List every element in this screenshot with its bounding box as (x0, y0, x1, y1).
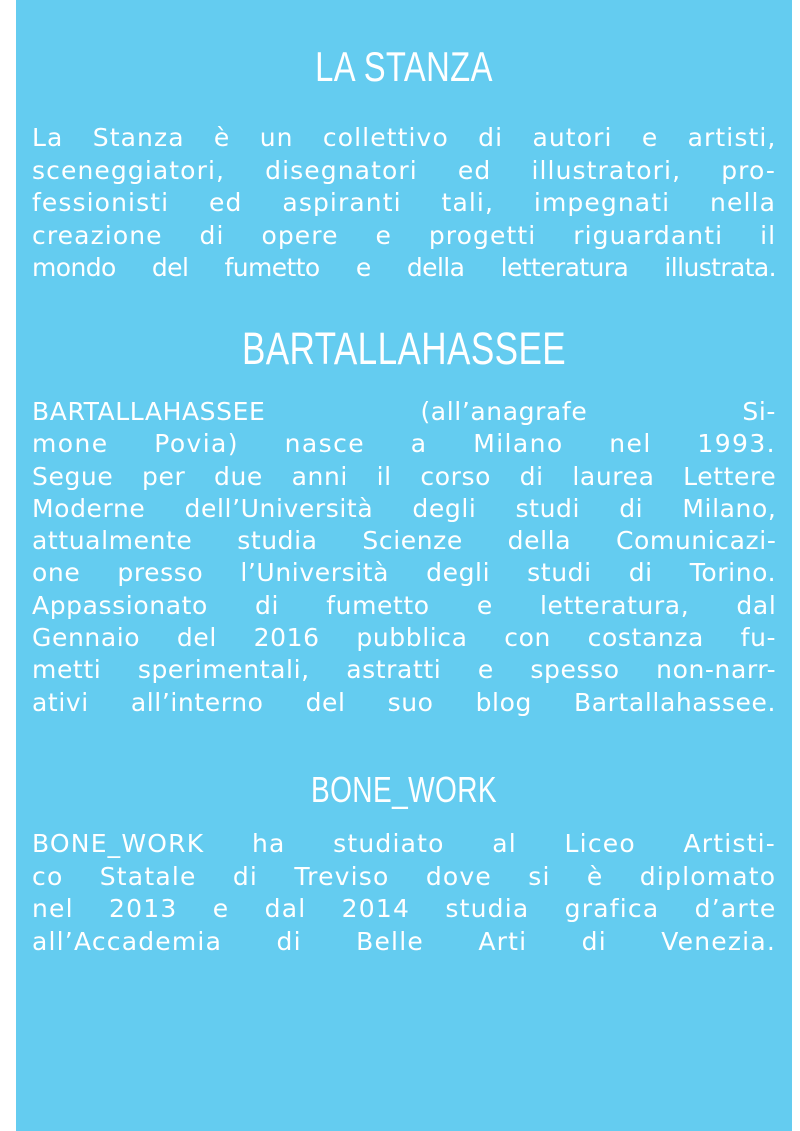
text-line: Moderne dell’Università degli studi di Milano, (32, 493, 777, 523)
text-line: nel 2013 e dal 2014 studia grafica d’arte (32, 894, 777, 923)
text-line: mondo del fumetto e della letteratura illustrata. (32, 253, 776, 282)
section-title-bone-work: BONE_WORK (310, 769, 498, 810)
text-line: BONE_WORK ha studiato al Liceo Artisti- (32, 829, 776, 858)
text-line: attualmente studia Scienze della Comunicazi- (32, 526, 777, 556)
text-line: BARTALLAHASSEE (all’anagrafe Si- (32, 397, 776, 426)
section-body-bartallahassee (32, 396, 776, 719)
text-line: mone Povia) nasce a Milano nel 1993. (32, 429, 776, 459)
text-line: creazione di opere e progetti riguardanti il (32, 220, 777, 250)
text-line: La Stanza è un collettivo di autori e artisti, (32, 123, 777, 152)
section-title-bartallahassee: BARTALLAHASSEE (241, 323, 567, 374)
section-body-la-stanza (32, 122, 776, 285)
text-line: sceneggiatori, disegnatori ed illustratori, pro- (32, 155, 776, 185)
page (16, 0, 792, 1131)
text-line: metti sperimentali, astratti e spesso non-narr- (32, 655, 777, 685)
text-line: Segue per due anni il corso di laurea Lettere (32, 461, 777, 491)
text-line: all’Accademia di Belle Arti di Venezia. (32, 926, 776, 956)
section-title-la-stanza: LA STANZA (315, 43, 493, 90)
text-line: Appassionato di fumetto e letteratura, dal (32, 590, 777, 620)
text-line: ativi all’interno del suo blog Bartallahassee. (32, 687, 776, 717)
text-line: one presso l’Università degli studi di Torino. (32, 558, 777, 588)
text-line: Gennaio del 2016 pubblica con costanza fu- (32, 623, 777, 653)
text-line: co Statale di Treviso dove si è diplomato (32, 861, 777, 891)
section-body-bone-work (32, 828, 776, 958)
text-line: fessionisti ed aspiranti tali, impegnati nella (32, 188, 776, 217)
